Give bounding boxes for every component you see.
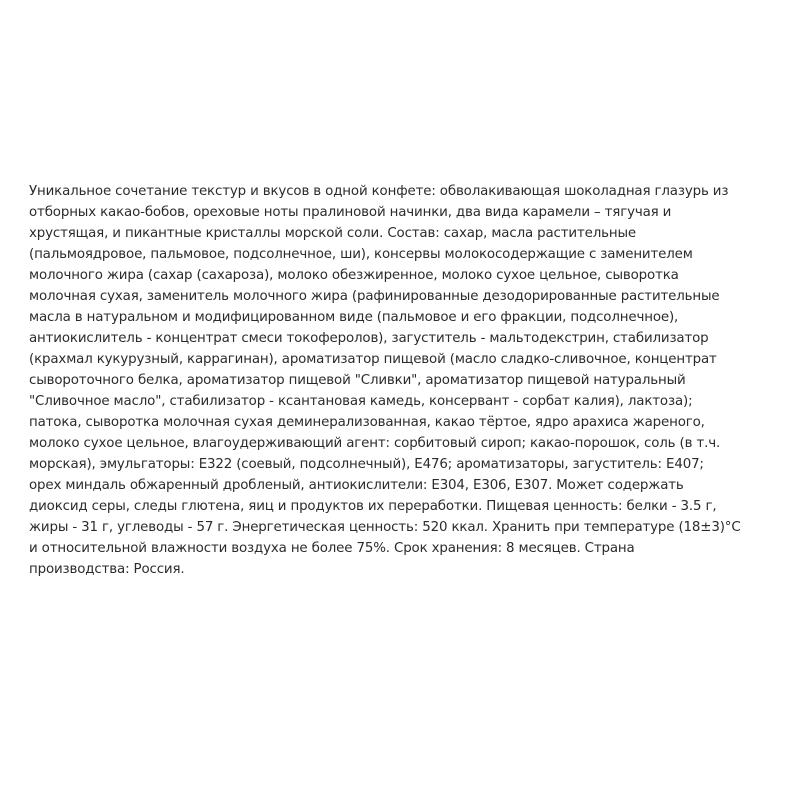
- text-line: диоксид серы, следы глютена, яиц и продуктов их переработки. Пищевая ценность: белки - 3.5 г,: [29, 499, 717, 514]
- text-line: отборных какао-бобов, ореховые ноты пралиновой начинки, два вида карамели – тягучая и: [29, 205, 672, 220]
- text-line: Уникальное сочетание текстур и вкусов в одной конфете: обволакивающая шоколадная глазурь из: [29, 184, 729, 199]
- text-line: хрустящая, и пикантные кристаллы морской соли. Состав: сахар, масла растительные: [29, 226, 636, 241]
- text-line: морская), эмульгаторы: Е322 (соевый, подсолнечный), Е476; ароматизаторы, загуститель: Е407;: [29, 457, 704, 472]
- text-line: патока, сыворотка молочная сухая деминерализованная, какао тёртое, ядро арахиса жареного,: [29, 415, 705, 430]
- text-line: масла в натуральном и модифицированном виде (пальмовое и его фракции, подсолнечное),: [29, 310, 679, 325]
- text-line: молочного жира (сахар (сахароза), молоко обезжиренное, молоко сухое цельное, сыворотка: [29, 268, 679, 283]
- text-line: молоко сухое цельное, влагоудерживающий агент: сорбитовый сироп; какао-порошок, соль (в т.ч.: [29, 436, 721, 451]
- text-line: производства: Россия.: [29, 562, 185, 577]
- text-line: сывороточного белка, ароматизатор пищевой "Сливки", ароматизатор пищевой натуральный: [29, 373, 686, 388]
- text-line: (пальмоядровое, пальмовое, подсолнечное, ши), консервы молокосодержащие с заменителем: [29, 247, 693, 262]
- text-line: антиокислитель - концентрат смеси токоферолов), загуститель - мальтодекстрин, стабилизатор: [29, 331, 709, 346]
- text-line: жиры - 31 г, углеводы - 57 г. Энергетическая ценность: 520 ккал. Хранить при температуре (18±3)°С: [29, 520, 741, 535]
- text-line: и относительной влажности воздуха не более 75%. Срок хранения: 8 месяцев. Страна: [29, 541, 635, 556]
- product-description-text: [29, 181, 789, 580]
- text-line: "Сливочное масло", стабилизатор - ксантановая камедь, консервант - сорбат калия), лактоза);: [29, 394, 693, 409]
- text-line: орех миндаль обжаренный дробленый, антиокислители: Е304, Е306, Е307. Может содержать: [29, 478, 684, 493]
- text-line: молочная сухая, заменитель молочного жира (рафинированные дезодорированные растительные: [29, 289, 720, 304]
- text-line: (крахмал кукурузный, каррагинан), ароматизатор пищевой (масло сладко-сливочное, концентрат: [29, 352, 717, 367]
